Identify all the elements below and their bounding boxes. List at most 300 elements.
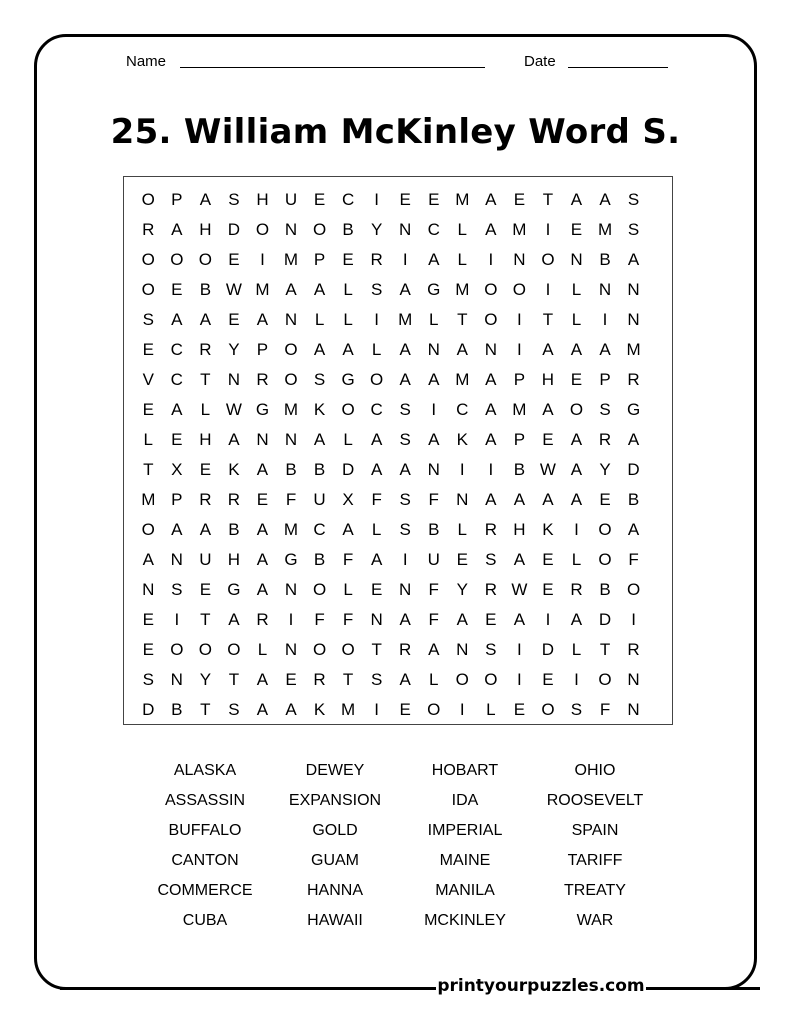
grid-letter: I: [459, 460, 465, 479]
word-list-item: GOLD: [312, 822, 358, 839]
grid-letter: I: [602, 310, 608, 329]
grid-letter: A: [256, 550, 269, 569]
grid-letter: L: [257, 640, 268, 659]
grid-letter: N: [627, 310, 640, 329]
grid-row: [134, 185, 648, 215]
grid-letter: O: [284, 340, 298, 359]
grid-letter: F: [599, 700, 611, 719]
grid-letter: P: [513, 430, 526, 449]
grid-letter: X: [171, 460, 183, 479]
grid-letter: E: [399, 190, 411, 209]
grid-letter: E: [228, 250, 240, 269]
grid-letter: H: [541, 370, 555, 389]
grid-letter: K: [456, 430, 468, 449]
grid-letter: H: [199, 430, 212, 449]
grid-letter: G: [427, 280, 441, 299]
grid-letter: N: [170, 550, 183, 569]
grid-letter: R: [627, 640, 640, 659]
grid-letter: R: [313, 670, 326, 689]
grid-letter: A: [428, 250, 440, 269]
grid-letter: A: [513, 610, 526, 629]
grid-letter: A: [171, 310, 183, 329]
grid-letter: A: [428, 430, 440, 449]
grid-letter: O: [455, 670, 469, 689]
grid-letter: K: [542, 520, 554, 539]
grid-letter: Y: [599, 460, 611, 479]
grid-letter: E: [542, 580, 554, 599]
grid-letter: S: [142, 670, 154, 689]
grid-letter: S: [370, 280, 383, 299]
grid-letter: N: [284, 430, 298, 449]
grid-letter: N: [456, 640, 469, 659]
grid-letter: D: [227, 220, 241, 239]
grid-letter: B: [313, 550, 326, 569]
grid-letter: O: [141, 190, 155, 209]
grid-letter: S: [399, 430, 411, 449]
grid-letter: M: [141, 490, 156, 509]
grid-letter: I: [488, 460, 494, 479]
grid-letter: O: [484, 280, 498, 299]
grid-letter: I: [631, 610, 636, 629]
grid-letter: O: [255, 220, 270, 239]
grid-letter: A: [542, 340, 554, 359]
grid-letter: A: [399, 280, 411, 299]
grid-letter: M: [455, 190, 470, 209]
grid-letter: E: [228, 310, 240, 329]
grid-letter: O: [312, 220, 327, 239]
grid-letter: C: [370, 400, 383, 419]
word-list-item: TREATY: [564, 882, 626, 899]
grid-letter: O: [512, 280, 526, 299]
grid-letter: F: [342, 550, 354, 569]
grid-letter: U: [199, 550, 212, 569]
grid-letter: I: [402, 250, 408, 269]
grid-letter: I: [174, 610, 180, 629]
grid-letter: A: [399, 610, 411, 629]
grid-letter: N: [170, 670, 183, 689]
grid-letter: A: [627, 520, 640, 539]
grid-letter: E: [171, 280, 183, 299]
grid-letter: E: [399, 700, 411, 719]
word-list-item: COMMERCE: [157, 882, 253, 899]
word-list-item: SPAIN: [571, 822, 619, 839]
name-label: Name: [126, 53, 167, 70]
footer-brand: printyourpuzzles.com: [437, 976, 645, 996]
grid-letter: F: [628, 550, 639, 569]
grid-letter: U: [284, 190, 298, 209]
grid-letter: A: [370, 430, 383, 449]
grid-letter: N: [142, 580, 155, 599]
grid-letter: A: [285, 700, 297, 719]
grid-letter: A: [542, 490, 554, 509]
grid-letter: O: [541, 250, 555, 269]
grid-letter: M: [283, 520, 299, 539]
grid-letter: A: [627, 430, 640, 449]
word-list-item: GUAM: [311, 852, 359, 869]
grid-letter: O: [341, 640, 355, 659]
grid-letter: L: [143, 430, 153, 449]
grid-letter: N: [456, 490, 469, 509]
grid-letter: C: [341, 190, 355, 209]
grid-letter: T: [200, 610, 211, 629]
grid-letter: B: [171, 700, 183, 719]
word-list-item: HAWAII: [307, 912, 363, 929]
grid-row: [134, 245, 648, 275]
grid-letter: I: [517, 310, 522, 329]
grid-letter: T: [342, 670, 354, 689]
grid-letter: I: [517, 340, 522, 359]
grid-letter: P: [171, 190, 183, 209]
grid-letter: C: [427, 220, 440, 239]
grid-letter: N: [598, 280, 612, 299]
grid-letter: A: [399, 670, 411, 689]
grid-letter: L: [343, 280, 353, 299]
grid-letter: L: [571, 550, 582, 569]
grid-letter: O: [427, 700, 441, 719]
grid-letter: D: [341, 460, 355, 479]
grid-row: [134, 275, 648, 305]
grid-letter: T: [371, 640, 382, 659]
grid-letter: O: [484, 310, 498, 329]
grid-letter: P: [171, 490, 183, 509]
word-list-item: CANTON: [171, 852, 239, 869]
date-label: Date: [524, 53, 556, 70]
grid-letter: W: [511, 580, 528, 599]
grid-letter: I: [431, 400, 437, 419]
grid-letter: O: [170, 250, 184, 269]
grid-letter: L: [429, 670, 439, 689]
grid-row: [134, 365, 648, 395]
word-list-item: EXPANSION: [288, 792, 382, 809]
grid-letter: A: [456, 610, 468, 629]
word-list-item: MANILA: [435, 882, 495, 899]
grid-letter: S: [485, 640, 497, 659]
grid-letter: N: [484, 340, 497, 359]
grid-letter: S: [570, 700, 583, 719]
grid-row: [134, 575, 648, 605]
grid-letter: B: [428, 520, 440, 539]
grid-letter: O: [198, 250, 212, 269]
grid-letter: S: [627, 190, 640, 209]
grid-letter: R: [627, 370, 640, 389]
grid-row: [134, 425, 648, 455]
grid-letter: A: [256, 580, 269, 599]
grid-letter: I: [545, 220, 551, 239]
grid-letter: E: [199, 460, 212, 479]
grid-letter: M: [597, 220, 613, 239]
grid-letter: A: [199, 310, 212, 329]
grid-letter: E: [570, 220, 583, 239]
grid-letter: B: [313, 460, 326, 479]
grid-letter: S: [171, 580, 183, 599]
grid-letter: E: [542, 670, 554, 689]
page-title: 25. William McKinley Word S.: [110, 112, 681, 152]
grid-letter: Y: [228, 340, 240, 359]
grid-letter: T: [599, 640, 611, 659]
grid-letter: G: [626, 400, 641, 419]
grid-letter: A: [570, 190, 583, 209]
grid-letter: A: [399, 370, 411, 389]
grid-letter: N: [227, 370, 241, 389]
word-list-item: ALASKA: [173, 762, 237, 779]
grid-letter: O: [484, 670, 498, 689]
grid-row: [134, 605, 648, 635]
grid-letter: D: [541, 640, 555, 659]
grid-letter: L: [343, 310, 353, 329]
grid-letter: E: [142, 640, 154, 659]
word-list-item: CUBA: [182, 912, 228, 929]
grid-letter: B: [513, 460, 526, 479]
grid-letter: L: [343, 580, 353, 599]
word-list-item: DEWEY: [305, 762, 365, 779]
grid-letter: S: [228, 190, 240, 209]
grid-letter: L: [429, 310, 439, 329]
grid-letter: G: [255, 400, 270, 419]
grid-letter: O: [284, 370, 298, 389]
grid-letter: O: [598, 550, 612, 569]
grid-letter: S: [142, 310, 154, 329]
grid-letter: W: [539, 460, 556, 479]
grid-letter: I: [574, 670, 579, 689]
word-list-item: MAINE: [439, 852, 491, 869]
grid-letter: Y: [456, 580, 468, 599]
grid-letter: L: [457, 220, 468, 239]
grid-letter: N: [399, 220, 412, 239]
grid-letter: F: [285, 490, 297, 509]
grid-letter: S: [399, 520, 411, 539]
grid-letter: A: [485, 430, 497, 449]
grid-letter: M: [255, 280, 270, 299]
grid-letter: O: [141, 520, 155, 539]
word-list-item: IDA: [451, 792, 479, 809]
grid-letter: R: [199, 490, 212, 509]
grid-row: [134, 395, 648, 425]
word-list-item: ROOSEVELT: [546, 792, 644, 809]
grid-letter: A: [228, 430, 240, 449]
grid-letter: E: [513, 700, 526, 719]
grid-letter: A: [142, 550, 154, 569]
grid-letter: S: [627, 220, 640, 239]
grid-letter: L: [371, 520, 382, 539]
grid-letter: S: [228, 700, 240, 719]
grid-letter: O: [569, 400, 584, 419]
grid-letter: O: [626, 580, 641, 599]
grid-letter: A: [428, 640, 440, 659]
grid-letter: M: [283, 400, 299, 419]
grid-letter: M: [283, 250, 299, 269]
grid-letter: M: [455, 280, 470, 299]
grid-letter: L: [486, 700, 496, 719]
grid-letter: I: [402, 550, 408, 569]
grid-letter: G: [227, 580, 241, 599]
grid-letter: O: [341, 400, 355, 419]
grid-letter: Y: [199, 670, 212, 689]
grid-letter: E: [570, 370, 583, 389]
word-list-item: MCKINLEY: [424, 912, 506, 929]
grid-letter: M: [341, 700, 356, 719]
grid-letter: E: [513, 190, 526, 209]
grid-letter: R: [370, 250, 383, 269]
grid-letter: H: [513, 520, 526, 539]
grid-letter: E: [313, 190, 326, 209]
grid-letter: K: [313, 400, 326, 419]
word-list-item: WAR: [576, 912, 614, 929]
grid-row: [134, 335, 648, 365]
grid-letter: O: [170, 640, 184, 659]
grid-letter: T: [228, 670, 240, 689]
grid-letter: F: [314, 610, 325, 629]
grid-letter: A: [342, 340, 354, 359]
grid-letter: K: [313, 700, 326, 719]
grid-letter: A: [256, 460, 269, 479]
grid-letter: T: [200, 700, 211, 719]
grid-letter: A: [570, 430, 583, 449]
grid-letter: I: [374, 310, 380, 329]
grid-letter: R: [256, 370, 269, 389]
grid-letter: A: [485, 220, 497, 239]
grid-letter: S: [599, 400, 611, 419]
grid-letter: B: [599, 250, 611, 269]
grid-letter: A: [228, 610, 240, 629]
grid-letter: L: [571, 640, 582, 659]
grid-letter: F: [428, 580, 439, 599]
grid-letter: F: [428, 490, 439, 509]
grid-letter: N: [570, 250, 583, 269]
grid-letter: A: [627, 250, 640, 269]
grid-letter: R: [484, 580, 497, 599]
grid-letter: A: [171, 400, 183, 419]
grid-letter: T: [457, 310, 468, 329]
grid-letter: B: [199, 280, 212, 299]
grid-letter: O: [141, 280, 155, 299]
grid-letter: I: [459, 700, 465, 719]
grid-letter: C: [313, 520, 326, 539]
grid-letter: R: [484, 520, 497, 539]
grid-letter: N: [256, 430, 269, 449]
grid-letter: V: [142, 370, 154, 389]
grid-letter: A: [171, 220, 183, 239]
word-list-item: HANNA: [306, 882, 363, 899]
word-list-item: ASSASSIN: [164, 792, 246, 809]
grid-letter: G: [341, 370, 355, 389]
grid-row: [134, 545, 648, 575]
grid-letter: O: [312, 640, 327, 659]
grid-letter: L: [457, 250, 468, 269]
grid-letter: E: [485, 610, 497, 629]
grid-letter: N: [284, 220, 298, 239]
grid-letter: B: [228, 520, 240, 539]
word-list-item: OHIO: [574, 762, 616, 779]
grid-letter: O: [541, 700, 555, 719]
grid-letter: O: [598, 670, 612, 689]
grid-letter: R: [256, 610, 269, 629]
grid-letter: U: [313, 490, 326, 509]
grid-letter: N: [370, 610, 383, 629]
grid-letter: A: [599, 340, 611, 359]
grid-letter: L: [571, 310, 582, 329]
grid-letter: N: [513, 250, 526, 269]
grid-letter: A: [570, 340, 583, 359]
grid-letter: L: [457, 520, 468, 539]
grid-letter: I: [288, 610, 294, 629]
grid-letter: N: [399, 580, 412, 599]
grid-letter: N: [627, 670, 640, 689]
grid-letter: A: [513, 550, 526, 569]
grid-letter: Y: [370, 220, 383, 239]
word-list-item: BUFFALO: [168, 822, 242, 839]
grid-letter: S: [399, 490, 411, 509]
grid-letter: A: [285, 280, 297, 299]
grid-letter: B: [627, 490, 640, 509]
grid-letter: L: [571, 280, 582, 299]
grid-letter: A: [513, 490, 526, 509]
grid-letter: A: [570, 490, 583, 509]
grid-letter: A: [256, 310, 269, 329]
grid-letter: E: [456, 550, 468, 569]
grid-letter: M: [455, 370, 470, 389]
grid-row: [134, 455, 648, 485]
grid-letter: L: [200, 400, 211, 419]
grid-letter: A: [256, 700, 269, 719]
grid-letter: R: [142, 220, 155, 239]
letter-grid: [123, 176, 673, 725]
grid-row: [134, 635, 648, 665]
grid-letter: D: [142, 700, 155, 719]
grid-letter: O: [312, 580, 327, 599]
grid-letter: E: [370, 580, 383, 599]
grid-letter: R: [570, 580, 583, 599]
grid-letter: O: [141, 250, 155, 269]
grid-letter: E: [542, 550, 554, 569]
grid-letter: A: [399, 340, 411, 359]
grid-letter: S: [399, 400, 411, 419]
grid-letter: E: [285, 670, 297, 689]
grid-letter: N: [627, 700, 640, 719]
grid-letter: P: [313, 250, 326, 269]
grid-letter: M: [512, 220, 527, 239]
grid-letter: D: [627, 460, 640, 479]
grid-letter: R: [227, 490, 241, 509]
grid-letter: I: [260, 250, 265, 269]
grid-letter: A: [342, 520, 354, 539]
name-line: [180, 67, 485, 68]
grid-letter: B: [599, 580, 611, 599]
grid-letter: H: [199, 220, 212, 239]
grid-letter: I: [374, 190, 380, 209]
grid-letter: H: [227, 550, 241, 569]
grid-letter: U: [427, 550, 440, 569]
grid-letter: L: [343, 430, 353, 449]
grid-letter: L: [371, 340, 382, 359]
grid-letter: I: [517, 670, 522, 689]
grid-letter: N: [427, 340, 440, 359]
grid-row: [134, 695, 648, 725]
grid-letter: M: [512, 400, 527, 419]
grid-letter: X: [342, 490, 354, 509]
grid-letter: A: [370, 460, 383, 479]
grid-letter: O: [227, 640, 241, 659]
grid-letter: W: [225, 280, 242, 299]
grid-letter: A: [542, 400, 554, 419]
grid-letter: O: [598, 520, 612, 539]
grid-letter: P: [513, 370, 526, 389]
grid-letter: I: [374, 700, 380, 719]
grid-letter: F: [342, 610, 354, 629]
grid-letter: I: [517, 640, 522, 659]
grid-letter: N: [627, 280, 640, 299]
grid-letter: A: [171, 520, 183, 539]
grid-letter: N: [284, 580, 298, 599]
